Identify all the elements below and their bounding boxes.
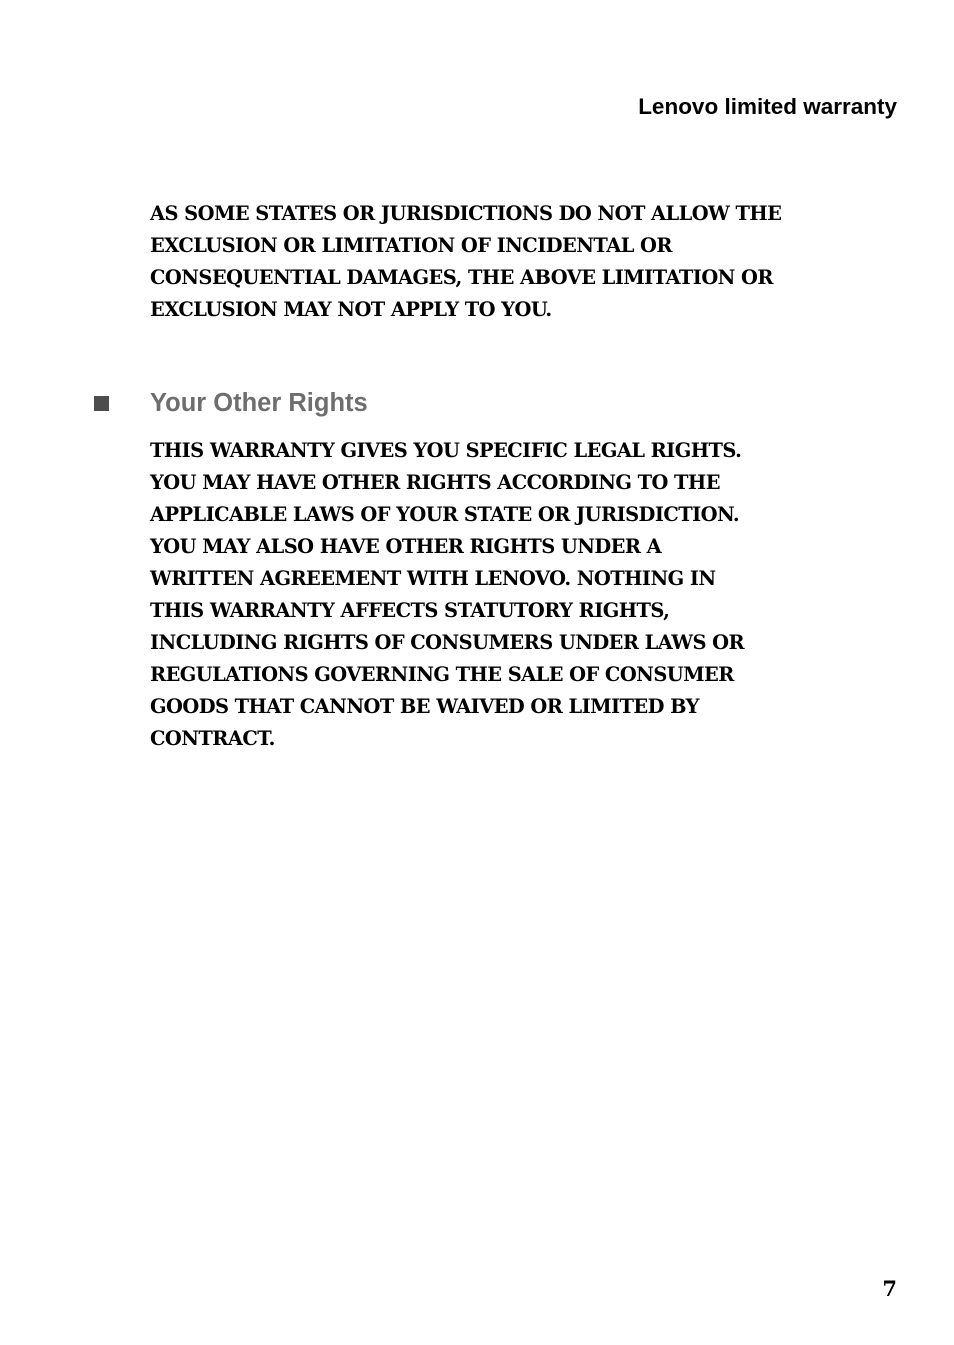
paragraph-line: YOU MAY HAVE OTHER RIGHTS ACCORDING TO THE bbox=[150, 471, 720, 494]
paragraph-line: APPLICABLE LAWS OF YOUR STATE OR JURISDICTION. bbox=[150, 503, 740, 526]
paragraph-line: GOODS THAT CANNOT BE WAIVED OR LIMITED BY bbox=[150, 695, 699, 718]
limitation-notice-paragraph bbox=[150, 198, 781, 326]
paragraph-line: THIS WARRANTY AFFECTS STATUTORY RIGHTS, bbox=[150, 599, 670, 622]
paragraph-line: INCLUDING RIGHTS OF CONSUMERS UNDER LAWS OR bbox=[150, 631, 745, 654]
running-header-title: Lenovo limited warranty bbox=[638, 94, 897, 119]
page-number: 7 bbox=[882, 1276, 897, 1301]
paragraph-line: EXCLUSION MAY NOT APPLY TO YOU. bbox=[150, 298, 552, 321]
paragraph-line: REGULATIONS GOVERNING THE SALE OF CONSUMER bbox=[150, 663, 734, 686]
square-bullet-icon bbox=[94, 396, 109, 411]
section-heading-other-rights bbox=[94, 386, 368, 420]
paragraph-line: THIS WARRANTY GIVES YOU SPECIFIC LEGAL RIGHTS. bbox=[150, 439, 742, 462]
paragraph-line: AS SOME STATES OR JURISDICTIONS DO NOT ALLOW THE bbox=[150, 202, 782, 225]
paragraph-line: YOU MAY ALSO HAVE OTHER RIGHTS UNDER A bbox=[150, 535, 662, 558]
section-title: Your Other Rights bbox=[150, 389, 368, 417]
other-rights-paragraph bbox=[150, 435, 744, 755]
paragraph-line: EXCLUSION OR LIMITATION OF INCIDENTAL OR bbox=[150, 234, 672, 257]
paragraph-line: CONTRACT. bbox=[150, 727, 275, 750]
paragraph-line: CONSEQUENTIAL DAMAGES, THE ABOVE LIMITATION OR bbox=[150, 266, 773, 289]
paragraph-line: WRITTEN AGREEMENT WITH LENOVO. NOTHING IN bbox=[150, 567, 716, 590]
